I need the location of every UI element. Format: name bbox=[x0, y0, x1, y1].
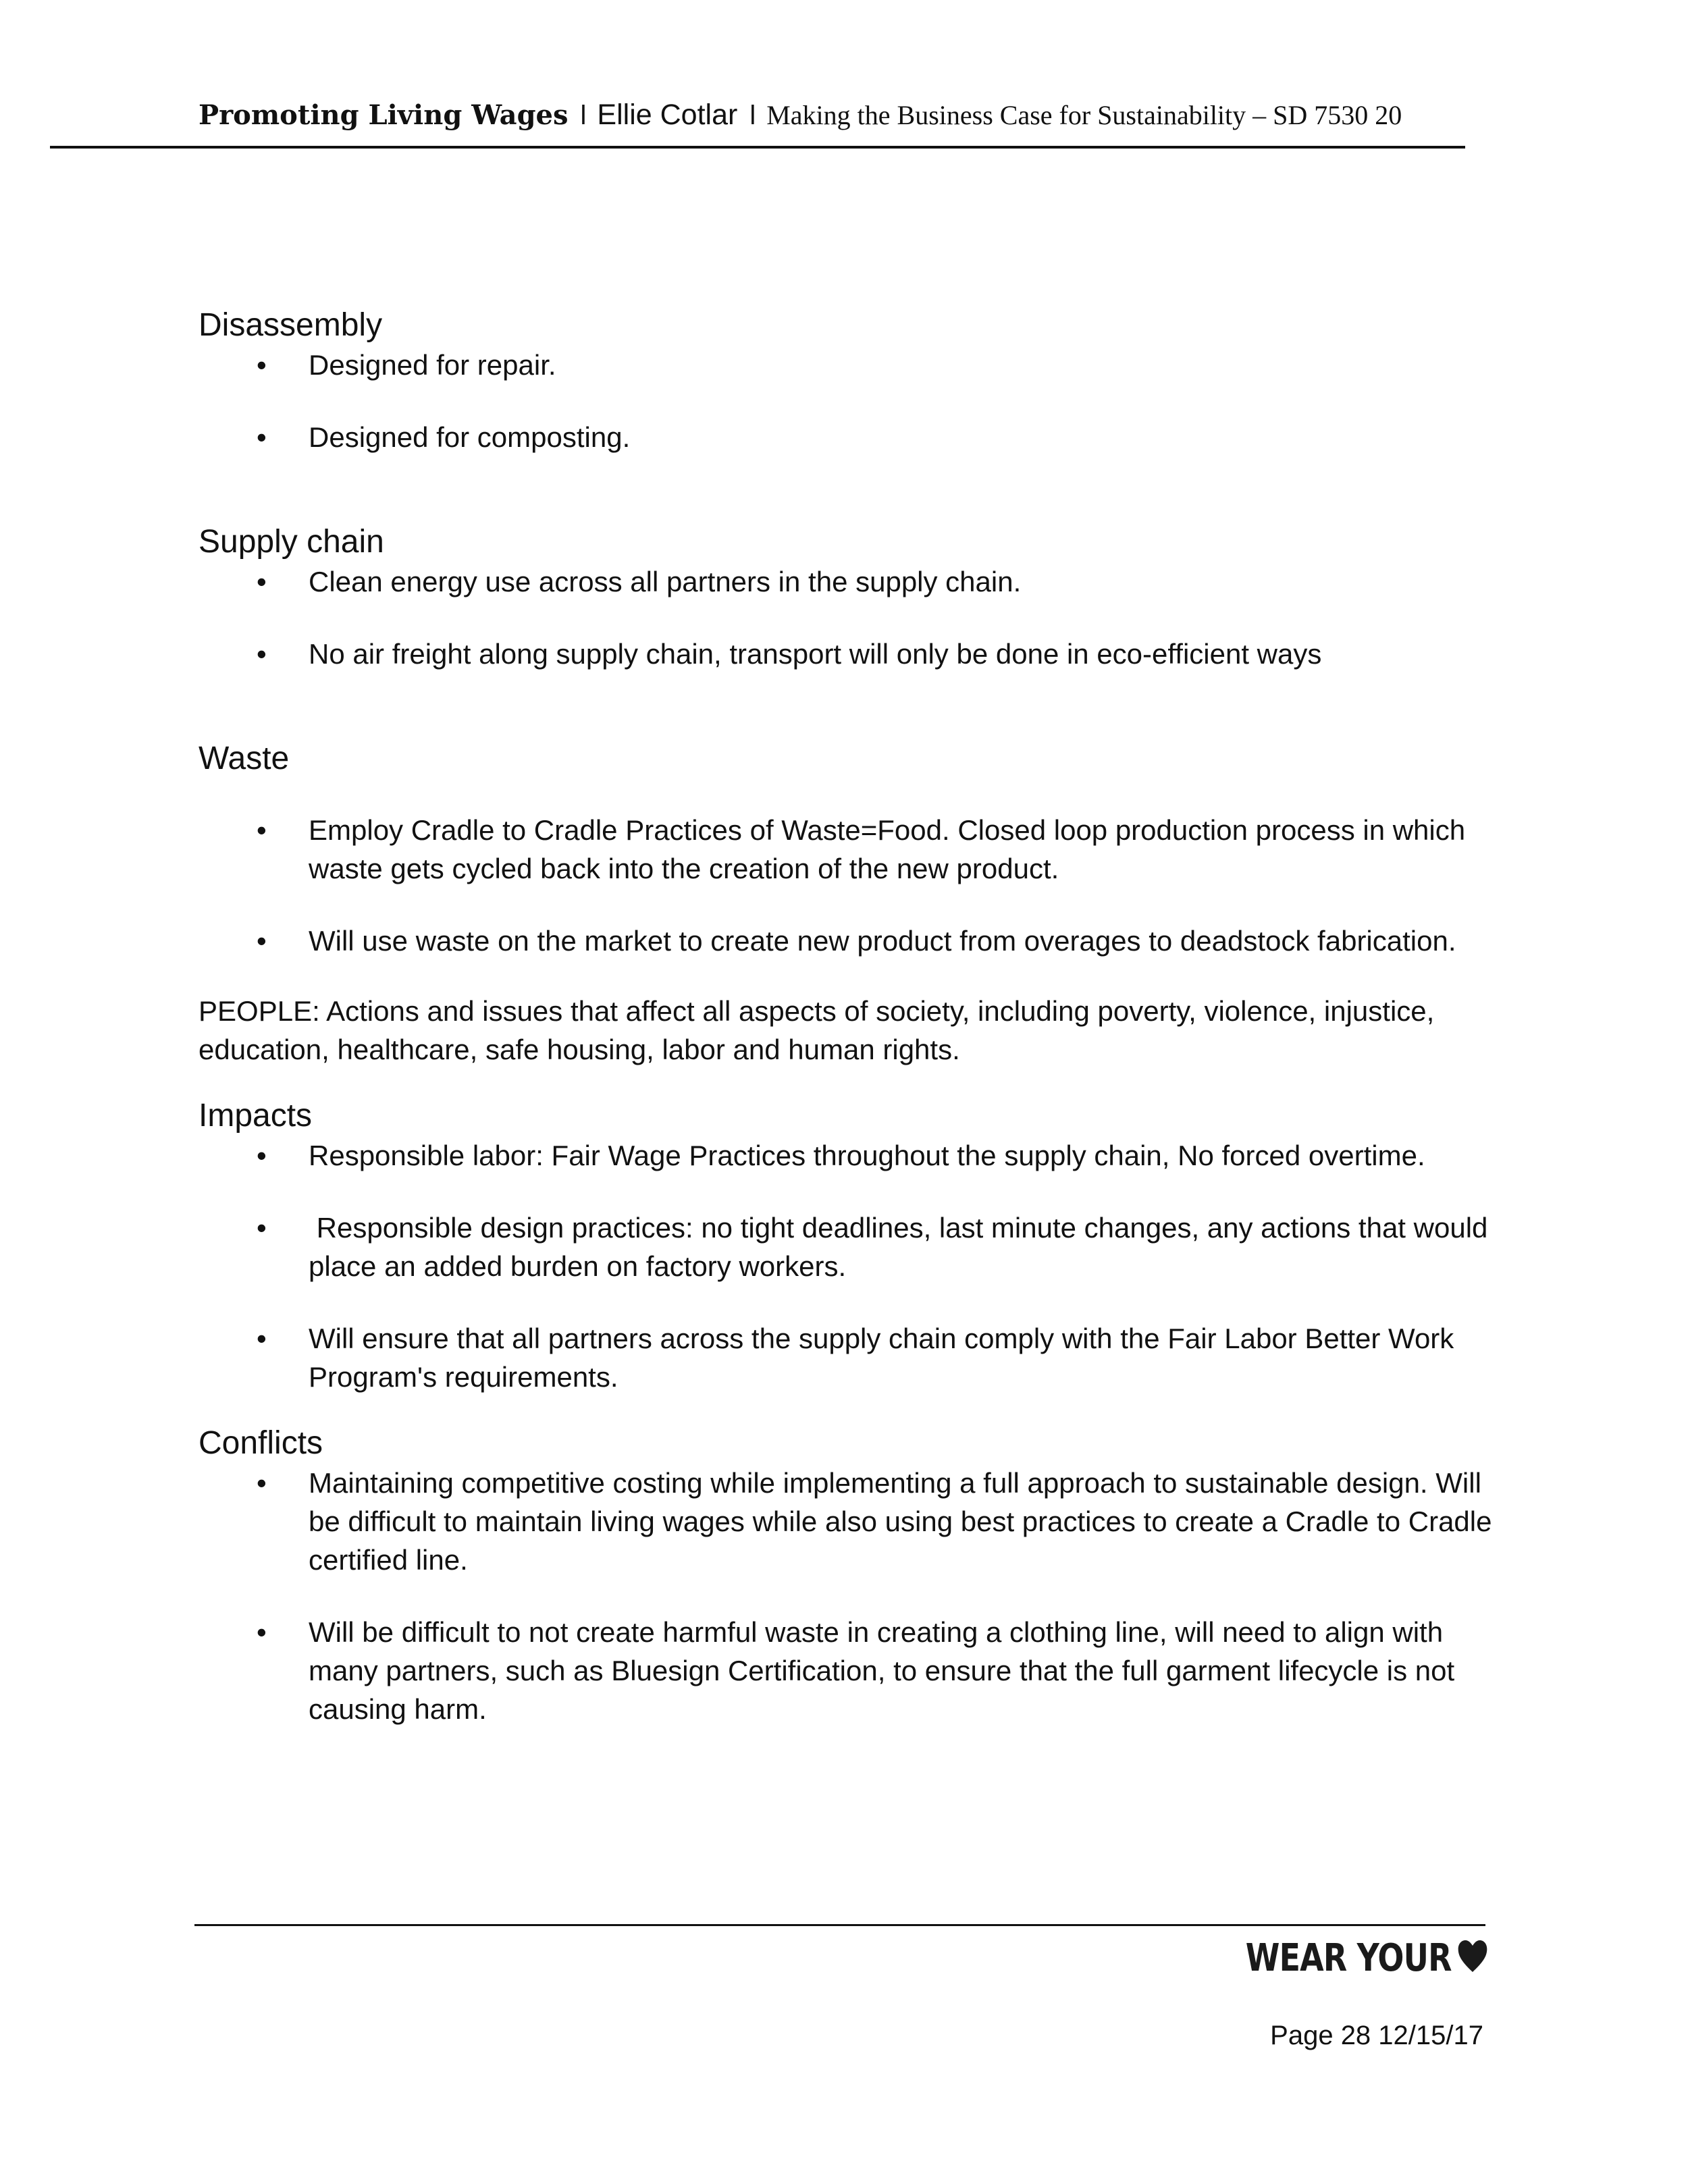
section-heading-conflicts: Conflicts bbox=[199, 1425, 323, 1461]
header-title: Promoting Living Wages bbox=[199, 99, 569, 131]
page-number: Page 28 12/15/17 bbox=[1270, 2021, 1483, 2050]
bullet-icon: • bbox=[257, 421, 267, 453]
brand-logo bbox=[1246, 1935, 1488, 1985]
people-paragraph: PEOPLE: Actions and issues that affect all aspects of society, including poverty, violence, injustice, education, healthcare, safe housing, labor and human rights. bbox=[199, 995, 1435, 1065]
header-separator: l bbox=[749, 101, 756, 130]
list-item-text: No air freight along supply chain, transport will only be done in eco-efficient ways bbox=[309, 638, 1322, 670]
list-item-text: Will be difficult to not create harmful waste in creating a clothing line, will need to align with many partners, such as Bluesign Certification, to ensure that the full garment lifecycle is not causing harm. bbox=[309, 1616, 1455, 1725]
list-item bbox=[199, 635, 1502, 673]
header-separator: l bbox=[580, 101, 587, 130]
list-item-text: Will ensure that all partners across the supply chain comply with the Fair Labor Better Work Program's requirements. bbox=[309, 1323, 1454, 1393]
bullet-icon: • bbox=[257, 1212, 267, 1244]
section-heading-waste: Waste bbox=[199, 741, 290, 776]
running-header bbox=[199, 95, 1402, 142]
bullet-icon: • bbox=[257, 1323, 267, 1354]
list-item bbox=[199, 1319, 1502, 1396]
footer-rule bbox=[194, 1924, 1485, 1926]
header-author: Ellie Cotlar bbox=[597, 99, 738, 131]
list-item-text: Designed for repair. bbox=[309, 349, 556, 381]
list-item-text: Responsible labor: Fair Wage Practices throughout the supply chain, No forced overtime. bbox=[309, 1140, 1425, 1171]
bullet-icon: • bbox=[257, 925, 267, 957]
list-item-text: Maintaining competitive costing while implementing a full approach to sustainable design. Will be difficult to maintain living wages while also using best practices to create a Cradle to Cradle certified line. bbox=[309, 1467, 1492, 1576]
bullet-icon: • bbox=[257, 349, 267, 381]
section-heading-supply-chain: Supply chain bbox=[199, 524, 384, 560]
bullet-icon: • bbox=[257, 638, 267, 670]
header-rule bbox=[50, 146, 1465, 149]
list-item bbox=[199, 1136, 1502, 1175]
supply-chain-list bbox=[199, 562, 1502, 673]
waste-list bbox=[199, 811, 1502, 960]
section-heading-impacts: Impacts bbox=[199, 1098, 313, 1134]
conflicts-list bbox=[199, 1464, 1502, 1728]
page-content bbox=[199, 305, 1502, 1728]
bullet-icon: • bbox=[257, 814, 267, 846]
list-item bbox=[199, 418, 1502, 456]
list-item bbox=[199, 1464, 1502, 1579]
disassembly-list bbox=[199, 346, 1502, 456]
list-item-text: Will use waste on the market to create new product from overages to deadstock fabrication. bbox=[309, 925, 1456, 957]
brand-text: WEAR YOUR bbox=[1246, 1936, 1452, 1980]
list-item-text: Designed for composting. bbox=[309, 421, 631, 453]
bullet-icon: • bbox=[257, 1616, 267, 1648]
bullet-icon: • bbox=[257, 566, 267, 597]
impacts-list bbox=[199, 1136, 1502, 1396]
list-item bbox=[199, 346, 1502, 384]
list-item bbox=[199, 922, 1502, 960]
bullet-icon: • bbox=[257, 1467, 267, 1499]
list-item-text: Responsible design practices: no tight deadlines, last minute changes, any actions that would place an added burden on factory workers. bbox=[309, 1212, 1496, 1282]
bullet-icon: • bbox=[257, 1140, 267, 1171]
list-item-text: Clean energy use across all partners in the supply chain. bbox=[309, 566, 1022, 597]
section-heading-disassembly: Disassembly bbox=[199, 307, 383, 343]
list-item-text: Employ Cradle to Cradle Practices of Waste=Food. Closed loop production process in which waste gets cycled back into the creation of the new product. bbox=[309, 814, 1466, 884]
heart-icon bbox=[1457, 1938, 1488, 1985]
list-item bbox=[199, 811, 1502, 888]
list-item bbox=[199, 1613, 1502, 1728]
header-course: Making the Business Case for Sustainability – SD 7530 20 bbox=[766, 100, 1402, 130]
list-item bbox=[199, 1208, 1502, 1285]
list-item bbox=[199, 562, 1502, 601]
